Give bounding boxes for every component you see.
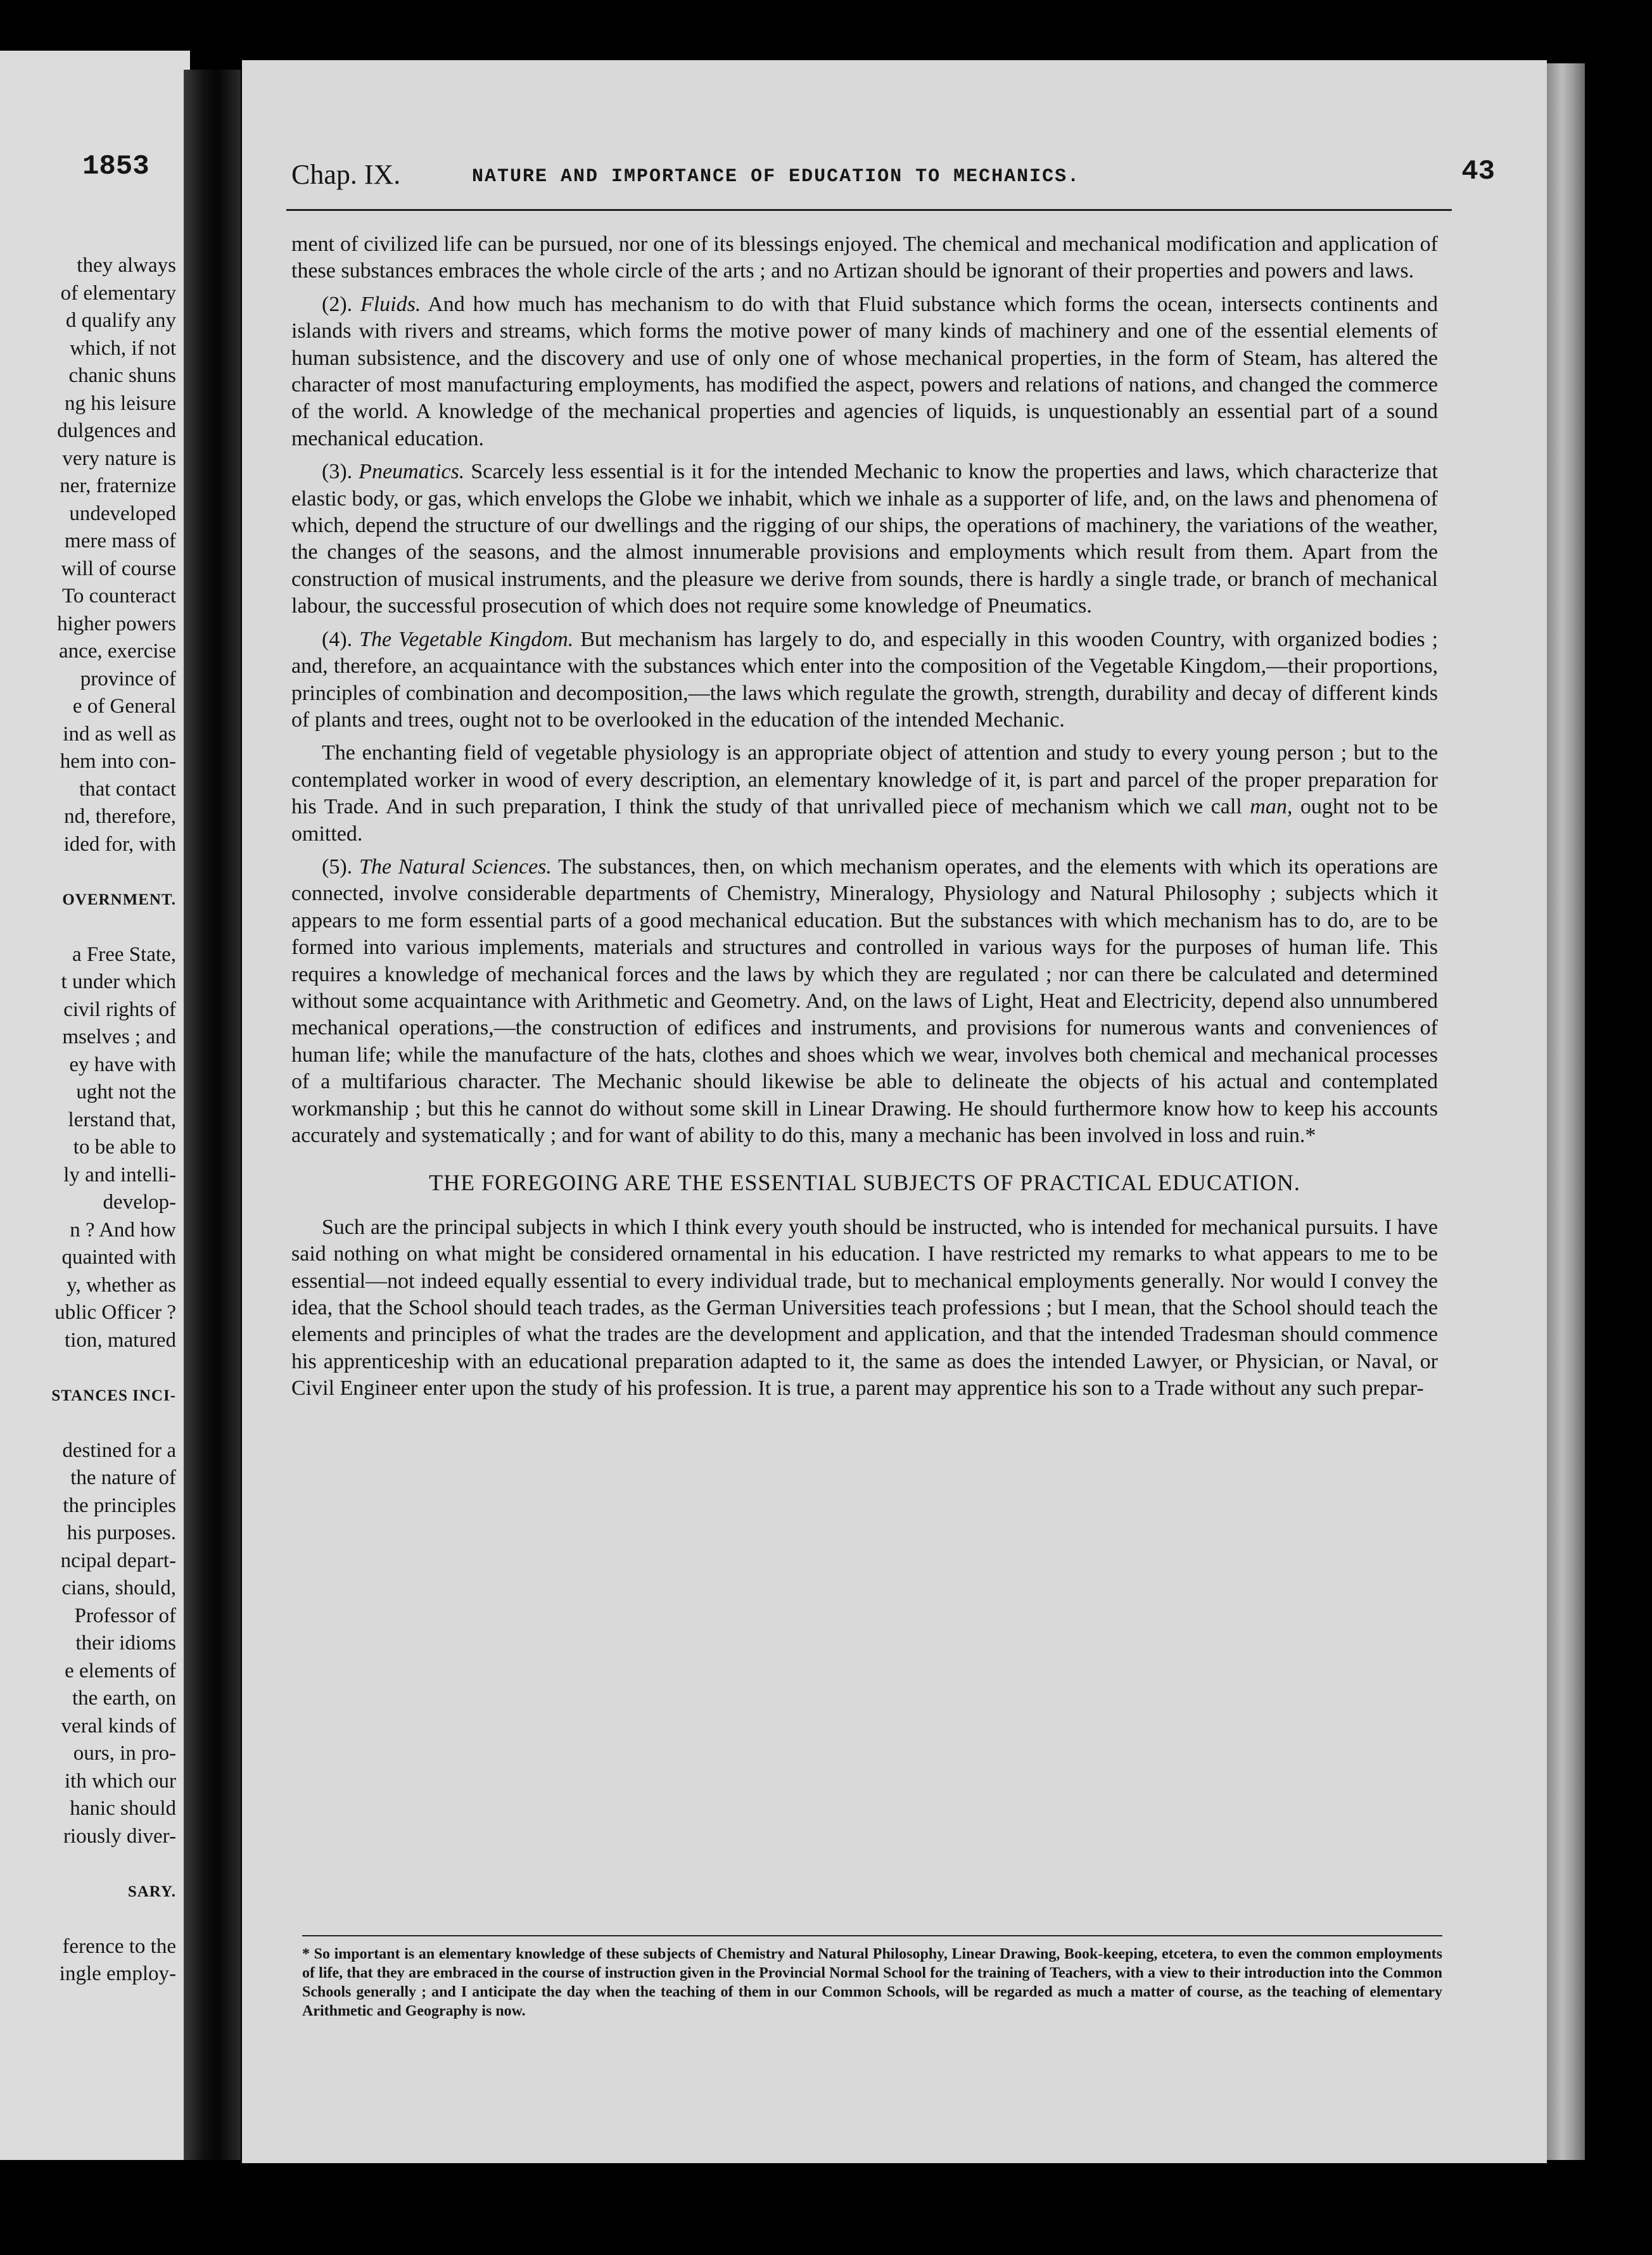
left-page-line: the earth, on (72, 1687, 176, 1710)
left-page-line: STANCES INCI- (51, 1387, 176, 1404)
left-page-line (0, 858, 176, 886)
book-gutter (184, 70, 241, 2160)
left-page-line: ng his leisure (65, 391, 176, 415)
left-page-line: t under which (61, 970, 176, 993)
left-page-line: to be able to (73, 1136, 176, 1159)
left-page-line: tion, matured (65, 1328, 176, 1352)
left-page-line: ey have with (69, 1053, 176, 1076)
paragraph-fluids: (2). Fluids. And how much has mechanism to do with that Fluid substance which forms the ocean, intersects continents and islands with rivers and streams, which forms the motive power of many kinds of machinery and one of the essential elements of human subsistence, and the discovery and use of only one of whose mechanical properties, in the form of Steam, has altered the character of most manufacturing employments, has modified the aspect, powers and relations of nations, and changed the commerce of the world. A knowledge of the mechanical properties and agencies of liquids, is unquestionably an essential part of a sound mechanical education. (291, 292, 1439, 450)
left-page-line: ours, in pro- (73, 1742, 176, 1765)
left-page-text (0, 252, 176, 1988)
left-page-line: ference to the (62, 1934, 176, 1958)
paragraph-natural-sciences: (5). The Natural Sciences. The substances, then, on which mechanism operates, and the elements with which its operations are connected, involve considerable departments of Chemistry, Mineralogy, Physiology and Natural Philosophy ; subjects which it appears to me form essential parts of a good mechanical education. But the substances with which mechanism has to do, are to be formed into various implements, materials and structures and controlled in various ways for the purposes of human life. This requires a knowledge of mechanical forces and the laws by which they are regulated ; nor can there be calculated and determined without some acquaintance with Arithmetic and Geometry. And, on the laws of Light, Heat and Electricity, depend also unnumbered mechanical operations,—the construction of edifices and instruments, and provisions for numerous wants and conveniences of human life; while the manufacture of the hats, clothes and shoes which we wear, involves both chemical and mechanical processes of a multifarious character. The Mechanic should likewise be able to delineate the objects of his actual and contemplated workmanship ; but this he cannot do without some skill in Linear Drawing. He should furthermore know how to keep his accounts accurately and systematically ; and for want of ability to do this, many a mechanic has been involved in loss and ruin.* (291, 854, 1439, 1147)
page-header (291, 158, 1508, 196)
section-heading: THE FOREGOING ARE THE ESSENTIAL SUBJECTS OF PRACTICAL EDUCATION. (429, 1170, 1300, 1196)
left-page-line: that contact (79, 777, 176, 801)
book-page (242, 60, 1547, 2163)
left-page-line: n ? And how (70, 1218, 176, 1242)
left-page-year: 1853 (82, 151, 149, 182)
left-page-line: the nature of (70, 1466, 176, 1489)
left-page-line: his purposes. (67, 1521, 176, 1544)
left-page-line: ith which our (65, 1769, 176, 1793)
paragraph: ment of civilized life can be pursued, nor one of its blessings enjoyed. The chemical and mechanical modification and application of these substances embraces the whole circle of the arts ; and no Artizan should be ignorant of their properties and powers and laws. (291, 232, 1438, 283)
left-page-line: the principles (63, 1494, 176, 1517)
left-page-line: they always (77, 254, 176, 277)
left-page-line: e of General (72, 695, 176, 718)
left-page-line: ind as well as (63, 722, 176, 746)
left-page-line: Professor of (74, 1604, 176, 1627)
left-page-line: which, if not (70, 336, 176, 360)
left-page-line: OVERNMENT. (62, 891, 176, 908)
left-page-line: their idioms (75, 1632, 176, 1655)
footnote-rule (302, 1935, 1442, 1936)
left-page-line: very nature is (62, 447, 176, 470)
left-page-line: ingle employ- (59, 1962, 176, 1985)
left-page-line: mselves ; and (62, 1026, 176, 1048)
left-page-line: ncipal depart- (60, 1549, 176, 1572)
left-page-line: lerstand that, (68, 1108, 176, 1131)
left-page-line (0, 1354, 176, 1382)
left-page-line: mere mass of (65, 530, 176, 552)
left-page-line: civil rights of (63, 998, 176, 1021)
left-page-line (0, 1409, 176, 1437)
chapter-label: Chap. IX. (291, 159, 401, 190)
footnote: * So important is an elementary knowledge of these subjects of Chemistry and Natural Philosophy, Linear Drawing, Book-keeping, etcetera, to even the common employments of life, that they are embraced in the course of instruction given in the Provincial Normal School for the training of Teachers, with a view to their introduction into the Common Schools generally ; and I anticipate the day when the teaching of them in our Common Schools, will be regarded as much a matter of course, as the teaching of elementary Arithmetic and Geography is now. (302, 1946, 1442, 2019)
section-title: Fluids. (360, 292, 421, 316)
left-page-line: ught not the (76, 1081, 176, 1103)
paragraph-pneumatics: (3). Pneumatics. Scarcely less essential is it for the intended Mechanic to know the properties and laws, which characterize that elastic body, or gas, which envelops the Globe we inhabit, which we inhale as a supporter of life, and, on the laws and phenomena of which, depend the structure of our dwellings and the rigging of our ships, the operations of machinery, the variations of the weather, the changes of the seasons, and the almost innumerable provisions and employments which result from them. Apart from the construction of musical instruments, and the pleasure we derive from sounds, there is hardly a single trade, or branch of mechanical labour, the successful prosecution of which does not require some knowledge of Pneumatics. (291, 460, 1439, 618)
left-page-line: SARY. (127, 1883, 176, 1900)
left-page-line: a Free State, (72, 943, 176, 966)
header-rule (286, 209, 1452, 211)
left-page-line: province of (80, 667, 176, 690)
left-page-line: To counteract (61, 585, 176, 607)
paragraph-vegetable-physiology: The enchanting field of vegetable physiology is an appropriate object of attention and study to every young person ; but to the contemplated worker in wood of every description, an elementary knowledge of it, is part and parcel of the proper preparation for his Trade. And in such preparation, I think the study of that unrivalled piece of mechanism which we call man, ought not to be omitted. (291, 741, 1439, 846)
left-page-line: e elements of (65, 1659, 176, 1682)
section-title: The Vegetable Kingdom. (359, 627, 574, 651)
left-page-line: undeveloped (69, 502, 176, 525)
left-page-line: nd, therefore, (64, 805, 176, 828)
left-page-line: chanic shuns (68, 364, 176, 387)
left-page-line: cians, should, (61, 1577, 176, 1599)
page-body (291, 231, 1438, 1409)
left-page-line: ly and intelli- (63, 1163, 176, 1186)
left-page-line: ance, exercise (58, 640, 176, 663)
left-page-line: d qualify any (65, 309, 176, 332)
left-page-line: hanic should (70, 1797, 176, 1820)
left-page-line: hem into con- (60, 750, 176, 773)
left-page-line: higher powers (57, 612, 176, 635)
section-title: Pneumatics. (359, 460, 465, 484)
left-page-line: riously diver- (63, 1824, 176, 1848)
section-title: The Natural Sciences. (359, 854, 552, 879)
left-page-fragment (0, 51, 190, 2160)
left-page-line: ublic Officer ? (54, 1301, 176, 1324)
left-page-line (0, 1850, 176, 1878)
left-page-line: develop- (103, 1191, 176, 1214)
left-page-line: veral kinds of (61, 1714, 176, 1737)
left-page-line (0, 913, 176, 941)
left-page-line: ided for, with (63, 832, 176, 856)
left-page-line: of elementary (60, 281, 176, 305)
left-page-line: y, whether as (67, 1273, 176, 1297)
left-page-line: will of course (61, 557, 176, 580)
left-page-line: dulgences and (57, 419, 176, 442)
paragraph-summary: Such are the principal subjects in which I think every youth should be instructed, who is intended for mechanical pursuits. I have said nothing on what might be considered ornamental in his education. I have restricted my remarks to what appears to me to be essential—not indeed equally essential to every individual trade, but to mechanical employments generally. Nor would I convey the idea, that the School should teach trades, as the German Universities teach professions ; but I mean, that the School should teach the elements and principles of what the trades are the development and application, and that the intended Tradesman should commence his apprenticeship with an educational preparation adapted to it, the same as does the intended Lawyer, or Physician, or Naval, or Civil Engineer enter upon the study of his profession. It is true, a parent may apprentice his son to a Trade without any such prepar- (291, 1215, 1438, 1401)
running-title: NATURE AND IMPORTANCE OF EDUCATION TO MECHANICS. (472, 166, 1081, 187)
page-edges (1547, 63, 1585, 2160)
left-page-line: quainted with (61, 1246, 176, 1269)
paragraph-vegetable-kingdom: (4). The Vegetable Kingdom. But mechanism has largely to do, and especially in this wooden Country, with organized bodies ; and, therefore, an acquaintance with the substances which enter into the composition of the Vegetable Kingdom,—their proportions, principles of combination and decomposition,—the laws which regulate the growth, strength, durability and decay of different kinds of plants and trees, ought not to be overlooked in the education of the intended Mechanic. (291, 627, 1439, 732)
left-page-line: destined for a (62, 1439, 176, 1462)
page-number: 43 (1461, 156, 1495, 187)
left-page-line: ner, fraternize (60, 474, 176, 497)
left-page-line (0, 1905, 176, 1933)
